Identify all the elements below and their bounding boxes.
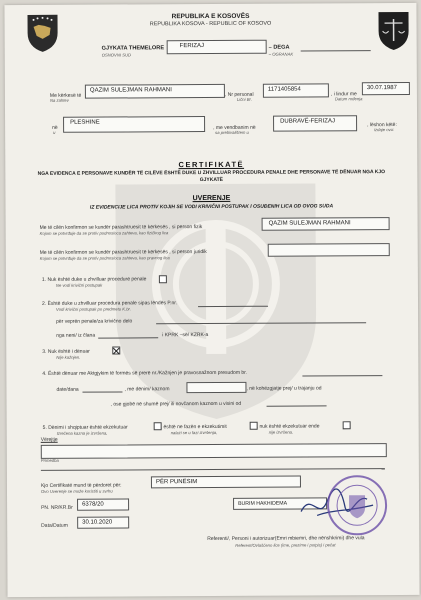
case-number-value: 6378/20 bbox=[82, 501, 104, 508]
item-2-offence-label: për veprën penale/za krivično delo bbox=[56, 318, 133, 325]
purpose-value: PËR PUNËSIM bbox=[155, 478, 198, 485]
purpose-field[interactable] bbox=[151, 476, 301, 489]
certificate-title: CERTIFIKATË bbox=[178, 159, 245, 170]
date-value: 30.10.2020 bbox=[82, 519, 113, 526]
remarks-label-sr: Primedba bbox=[40, 457, 59, 463]
branch-label-sr: – OGRANAK bbox=[268, 51, 294, 57]
applicant-label: Me kërkesë të bbox=[49, 92, 82, 99]
item-5-in-progress-label-sr: nalazi se u fazi izvršenja, bbox=[170, 429, 218, 436]
branch-line bbox=[301, 50, 371, 51]
remarks-line bbox=[41, 468, 385, 471]
birth-date-label-sr: Datum rođenja bbox=[334, 96, 363, 102]
personal-number-label: , Nr personal bbox=[224, 91, 254, 98]
applicant-label-sr: Na zahtev bbox=[49, 97, 69, 103]
item-4-penalty-label: , me dënim/ kaznom bbox=[124, 386, 170, 393]
issues-label-sr: izdaje ovu: bbox=[374, 127, 395, 133]
court-value: FERIZAJ bbox=[179, 43, 205, 50]
applicant-name-value: QAZIM SULEJMAN RAHMANI bbox=[89, 87, 172, 94]
purpose-label-sr: Ovo Uverenje se može koristiti u svrhu bbox=[40, 488, 113, 494]
item-5-label: 5. Dënimi i shqiptuar është ekzekutuar bbox=[42, 424, 128, 431]
item-2-label: 2. Është duke u zhvilluar procedura penale sipas lëndës P.nr. bbox=[42, 300, 178, 307]
case-number-field[interactable] bbox=[77, 498, 129, 510]
remarks-field[interactable] bbox=[41, 443, 387, 459]
item-4-penalty-field[interactable] bbox=[186, 382, 246, 393]
item-1-label-sr: Ne vodi krivični postupak bbox=[55, 282, 103, 288]
date-label: Data/Datum bbox=[41, 522, 68, 529]
personal-number-value: 1171405854 bbox=[267, 86, 301, 93]
republic-title: REPUBLIKA E KOSOVËS bbox=[171, 12, 250, 21]
birth-date-value: 30.07.1987 bbox=[366, 85, 397, 92]
republic-subtitle: REPUBLIKA KOSOVA - REPUBLIC OF KOSOVO bbox=[149, 20, 272, 28]
item-4-verdict-line bbox=[302, 375, 382, 376]
item-5-in-progress-label: , është ne fazën e ekzekutimit bbox=[160, 423, 227, 431]
physical-person-label-sr: Kojom se potvrđuje da se protiv podnosioca zahteva, kao fizičkog lica bbox=[39, 230, 169, 236]
item-3-label-sr: Nije kažnjen. bbox=[56, 354, 81, 360]
remarks-label: Vërejtje bbox=[40, 436, 58, 443]
item-3-checkbox-checked[interactable] bbox=[112, 346, 120, 354]
item-4-duration-label: , në kohëzgjatje prej/ u trajanju od bbox=[246, 385, 322, 392]
item-1-checkbox[interactable] bbox=[159, 275, 167, 283]
item-4-date-line bbox=[82, 391, 122, 392]
residence-label: , me vendbanim në bbox=[213, 124, 256, 131]
item-5-not-executed-checkbox[interactable] bbox=[343, 421, 351, 429]
physical-person-field[interactable] bbox=[262, 217, 390, 231]
legal-person-field[interactable] bbox=[268, 243, 390, 257]
birth-date-label: , i lindur me bbox=[330, 91, 357, 98]
certificate-subtitle-sr: IZ EVIDENCIJE LICA PROTIV KOJIH SE VODI KRIVIČNI POSTUPAK I OSUĐENIH LICA OD OVOG SUDA bbox=[89, 203, 334, 211]
item-4-fine-label: , ose gjobë në shumë prej/ ili novčanom kaznom u visini od bbox=[110, 400, 242, 408]
item-4-date-label: date/dana bbox=[56, 386, 79, 393]
physical-person-label: Me të cilën konfirmon se kundër parashtruesit të kërkesës , si person fizik bbox=[39, 224, 203, 231]
item-3-label: 3. Nuk është i dënuar bbox=[42, 348, 90, 355]
item-5-label-sr: Izrečena kazna je izvršena, bbox=[56, 430, 108, 436]
date-field[interactable] bbox=[77, 516, 129, 528]
branch-label: – DEGA bbox=[268, 44, 290, 51]
referent-label: Referenti/, Personi i autorizuar(Emri mbiemri, dhe nënshkrimi) dhe vula bbox=[207, 535, 365, 543]
issues-label: , lëshon këtë: bbox=[367, 122, 397, 129]
certificate-title-sr: UVERENJE bbox=[192, 194, 231, 203]
applicant-name-field[interactable] bbox=[85, 84, 225, 99]
residence-field[interactable] bbox=[273, 115, 357, 131]
item-5-not-executed-label-sr: nije izvršena. bbox=[268, 429, 294, 435]
purpose-label: Kjo Certifikatë mund të përdoret për: bbox=[40, 482, 122, 489]
court-label: GJYKATA THEMELORE bbox=[101, 45, 165, 52]
official-stamp-icon bbox=[325, 473, 389, 537]
place-prefix: në bbox=[52, 124, 58, 131]
birth-place-value: PLESHINE bbox=[70, 119, 100, 126]
personal-number-label-sr: Lični Br. bbox=[236, 96, 252, 102]
court-label-sr: OSNOVNI SUD bbox=[101, 52, 132, 58]
item-2-article-label: nga neni/ iz člana bbox=[56, 332, 96, 339]
item-2-code-label: i KPRK –së/ KZRK-a bbox=[162, 332, 209, 339]
residence-label-sr: sa prebivalištem u bbox=[215, 129, 249, 135]
birth-place-field[interactable] bbox=[63, 116, 205, 133]
court-field[interactable] bbox=[167, 40, 267, 55]
birth-date-field[interactable] bbox=[362, 82, 410, 95]
certificate-document bbox=[4, 3, 419, 597]
legal-person-label-sr: Kojom se potvrđuje da se protiv podnosioca zahteva, kao pravnog lica bbox=[39, 255, 170, 261]
residence-value: DUBRAVË-FERIZAJ bbox=[280, 118, 335, 125]
legal-person-label: Me të cilën konfirmon se kundër parashtruesit të kërkesës , si person juridik bbox=[39, 249, 207, 256]
referent-label-sr: Referent/Ovlašćeno lice (ime, prezime i potpis) i pečat bbox=[235, 542, 336, 548]
personal-number-field[interactable] bbox=[263, 83, 329, 97]
item-4-label: 4. Është dënuar me Aktgjykim të formës së prerë nr./Kažnjen je pravosnažnom presudom br. bbox=[42, 369, 247, 377]
item-2-label-sr: Vodi krivični postupak po predmetu K.br. bbox=[56, 306, 131, 312]
certificate-subtitle: NGA EVIDENCA E PERSONAVE KUNDËR TË CILËVE ËSHTË DUKE U ZHVILLUAR PROCEDURA PENALE DHE PERSONAVE TË DËNUAR NGA KJO GJYKATË bbox=[37, 169, 386, 184]
item-1-label: 1. Nuk është duke u zhvilluar procedurë penale bbox=[41, 276, 147, 283]
case-number-label: PN. NR/KR.Br bbox=[41, 504, 73, 511]
physical-person-value: QAZIM SULEJMAN RAHMANI bbox=[268, 220, 351, 227]
officer-value: BURIM HAKHIDEMA bbox=[238, 500, 288, 507]
item-5-not-executed-label: , nuk është ekzekutuar ende bbox=[256, 423, 320, 430]
place-prefix-sr: u bbox=[53, 129, 56, 135]
